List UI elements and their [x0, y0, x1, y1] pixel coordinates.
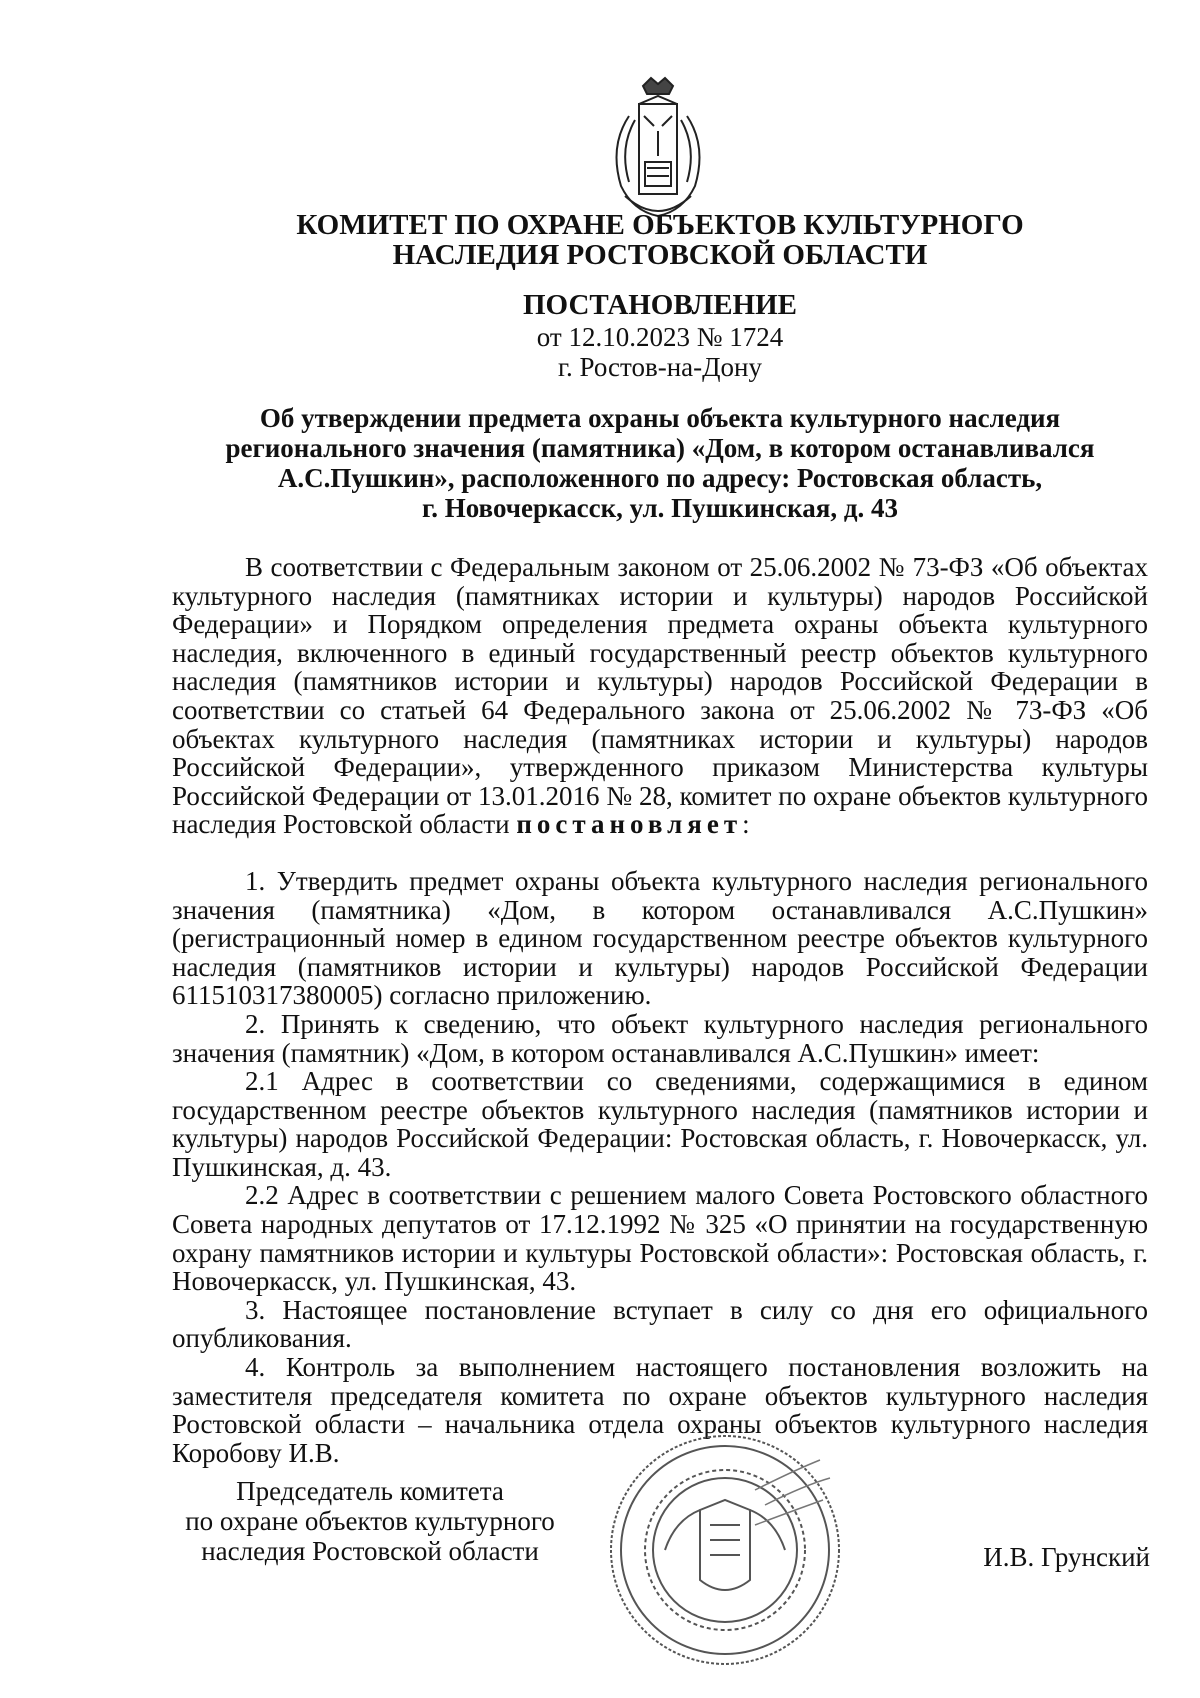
signatory-title: [170, 1476, 570, 1566]
document-subject: [170, 403, 1150, 523]
document-meta: [170, 322, 1150, 382]
coat-of-arms-icon: [599, 76, 717, 226]
organization-name-line2: НАСЛЕДИЯ РОСТОВСКОЙ ОБЛАСТИ: [392, 239, 928, 271]
subject-line2: регионального значения (памятника) «Дом, в котором останавливался: [225, 433, 1095, 463]
item-2-1: 2.1 Адрес в соответствии со сведениями, содержащимися в едином государственном реестре объектов культурного наследия (памятников истории и культуры) народов Российской Федерации: Ростовская область, г. Новочеркасск, ул. Пушкинская, д. 43.: [172, 1066, 1148, 1182]
preamble-colon: :: [742, 809, 750, 840]
document-type: ПОСТАНОВЛЕНИЕ: [522, 289, 797, 321]
signatory-name: И.В. Грунский: [983, 1542, 1150, 1572]
signatory-title-line1: Председатель комитета: [236, 1476, 504, 1506]
item-2: 2. Принять к сведению, что объект культурного наследия регионального значения (памятник) «Дом, в котором останавливался А.С.Пушкин» имеет:: [172, 1008, 1148, 1068]
preamble-paragraph: [172, 553, 1148, 839]
subject-line3: А.С.Пушкин», расположенного по адресу: Ростовская область,: [277, 463, 1043, 493]
item-4: 4. Контроль за выполнением настоящего постановления возложить на заместителя председателя комитета по охране объектов культурного наследия Ростовской области – начальника отдела охраны объектов культурного наследия Коробову И.В.: [172, 1352, 1148, 1468]
signatory-title-line3: наследия Ростовской области: [201, 1536, 539, 1566]
document-date-number: от 12.10.2023 № 1724: [536, 322, 784, 352]
document-body: [172, 553, 1148, 1467]
subject-line4: г. Новочеркасск, ул. Пушкинская, д. 43: [422, 493, 898, 523]
item-2-2: 2.2 Адрес в соответствии с решением малого Совета Ростовского областного Совета народных депутатов от 17.12.1992 № 325 «О принятии на государственную охрану памятников истории и культуры Ростовской области»: Ростовская область, г. Новочеркасск, ул. Пушкинская, 43.: [172, 1180, 1148, 1297]
organization-name: [170, 210, 1150, 270]
organization-name-line1: КОМИТЕТ ПО ОХРАНЕ ОБЪЕКТОВ КУЛЬТУРНОГО: [296, 209, 1024, 241]
preamble-text: В соответствии с Федеральным законом от 25.06.2002 № 73-ФЗ «Об объектах культурного наследия (памятниках истории и культуры) народов Российской Федерации» и Порядком определения предмета охраны объекта культурного наследия, включенного в единый государственный реестр объектов культурного наследия (памятников истории и культуры) народов Российской Федерации в соответствии со статьей 64 Федерального закона от 25.06.2002 № 73-ФЗ «Об объектах культурного наследия (памятниках истории и культуры) народов Российской Федерации», утвержденного приказом Министерства культуры Российской Федерации от 13.01.2016 № 28, комитет по охране объектов культурного наследия Ростовской области: [172, 552, 1148, 840]
document-city: г. Ростов-на-Дону: [557, 352, 762, 382]
official-seal-icon: [605, 1430, 845, 1670]
item-3: 3. Настоящее постановление вступает в силу со дня его официального опубликования.: [172, 1294, 1148, 1354]
subject-line1: Об утверждении предмета охраны объекта культурного наследия: [259, 403, 1061, 433]
item-1: 1. Утвердить предмет охраны объекта культурного наследия регионального значения (памятника) «Дом, в котором останавливался А.С.Пушкин» (регистрационный номер в едином государственном реестре объектов культурного наследия (памятников истории и культуры) народов Российской Федерации 611510317380005) согласно приложению.: [172, 865, 1148, 1011]
signatory-title-line2: по охране объектов культурного: [185, 1506, 555, 1536]
decree-word: постановляет: [516, 809, 743, 840]
